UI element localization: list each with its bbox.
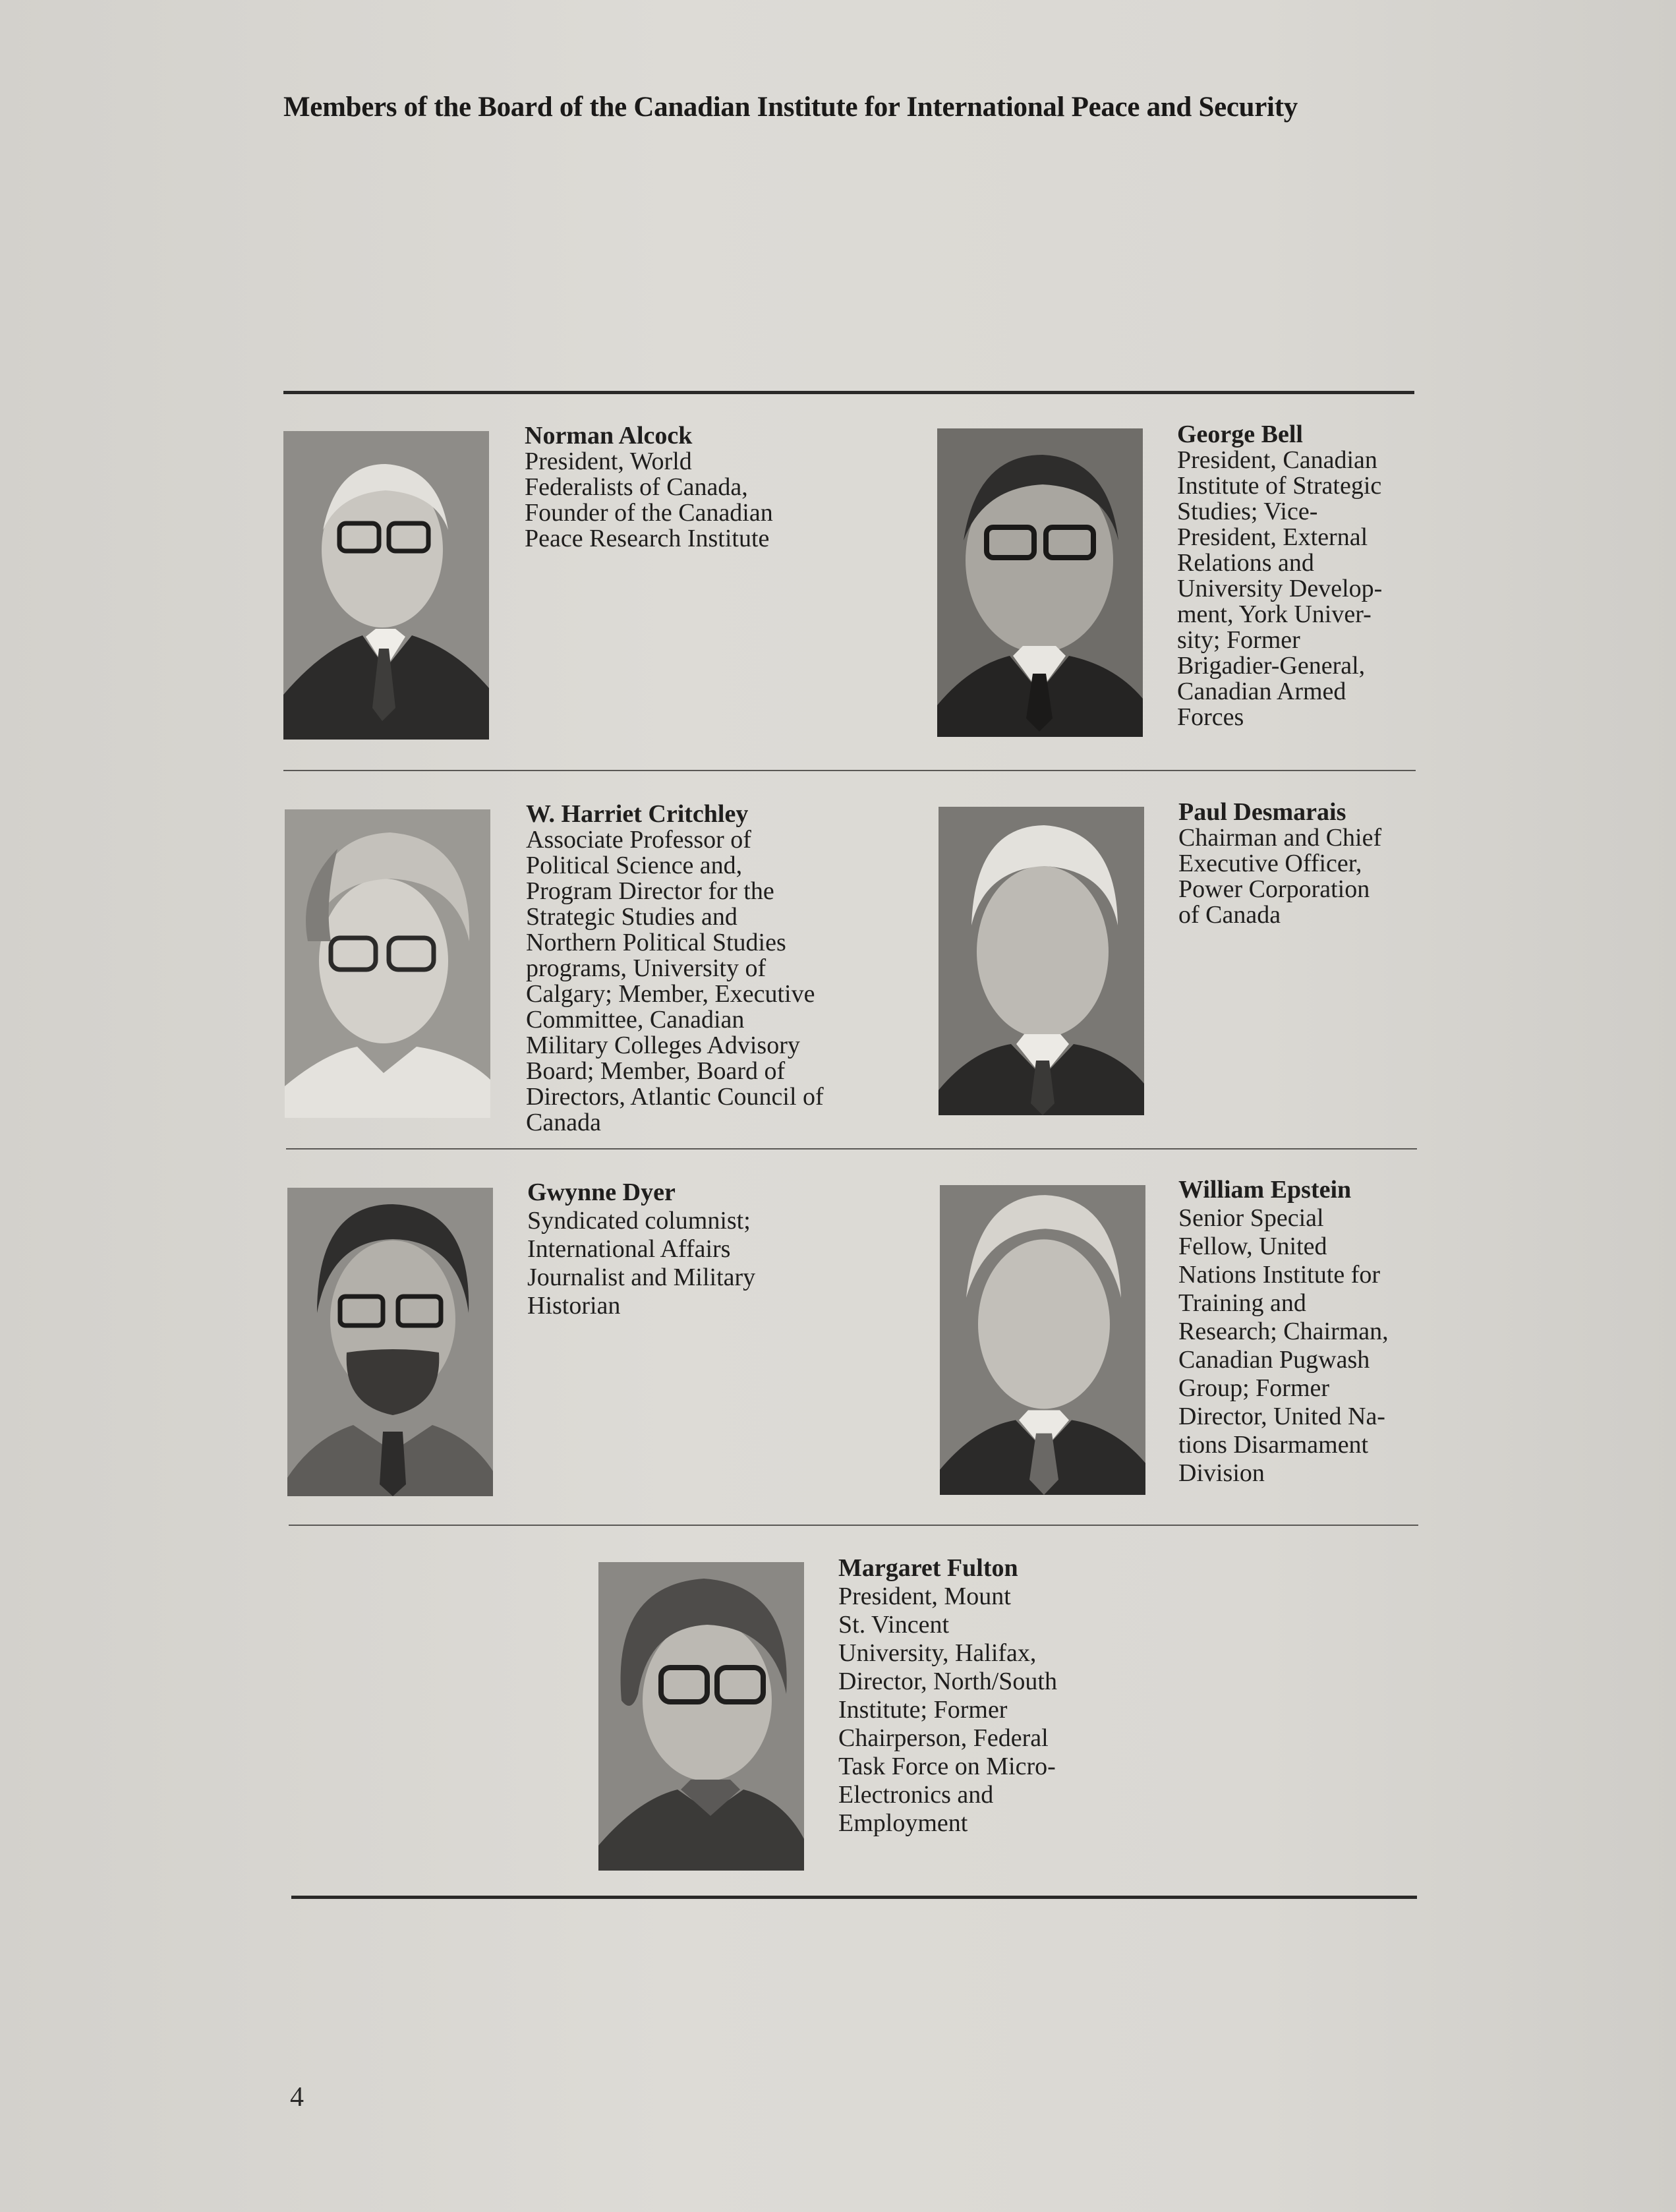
- member-name: Paul Desmarais: [1178, 798, 1346, 826]
- member-name: Gwynne Dyer: [527, 1179, 676, 1206]
- portrait-paul-desmarais: [939, 807, 1144, 1115]
- member-description: President, Mount St. Vincent University, Halifax, Director, North/South Institute; Former Chairperson, Federal Task Force on Micro- Electronics and Employment: [838, 1583, 1057, 1837]
- member-description: Senior Special Fellow, United Nations Institute for Training and Research; Chairman, Canadian Pugwash Group; Former Director, United Na- tions Disarmament Division: [1178, 1204, 1389, 1487]
- member-name: George Bell: [1177, 421, 1303, 448]
- portrait-margaret-fulton: [598, 1562, 804, 1871]
- member-name: Margaret Fulton: [838, 1554, 1018, 1582]
- member-name: William Epstein: [1178, 1176, 1352, 1204]
- bio-william-epstein: [1178, 1176, 1429, 1488]
- bio-paul-desmarais: [1178, 800, 1429, 928]
- member-name: Norman Alcock: [525, 422, 693, 450]
- portrait-william-epstein: [940, 1185, 1145, 1495]
- member-description: President, World Federalists of Canada, Founder of the Canadian Peace Research Institute: [525, 448, 773, 552]
- member-description: Syndicated columnist; International Affairs Journalist and Military Historian: [527, 1207, 756, 1320]
- page-number: 4: [290, 2082, 304, 2112]
- bio-gwynne-dyer: [527, 1179, 857, 1320]
- bio-norman-alcock: [525, 423, 854, 552]
- portrait-norman-alcock: [283, 431, 489, 740]
- page-title: Members of the Board of the Canadian Institute for International Peace and Security: [283, 92, 1298, 123]
- row-divider: [289, 1525, 1418, 1526]
- member-description: Associate Professor of Political Science and, Program Director for the Strategic Studies and Northern Political Studies programs, University of Calgary; Member, Executive Committee, Canadian Military Colleges Advisory Board; Member, Board of Directors, Atlantic Council of Canada: [526, 826, 824, 1136]
- portrait-gwynne-dyer: [287, 1188, 493, 1496]
- member-name: W. Harriet Critchley: [526, 800, 749, 828]
- bio-w-harriet-critchley: [526, 801, 895, 1136]
- member-description: President, Canadian Institute of Strategic Studies; Vice- President, External Relations and University Develop- ment, York Univer- sity; Former Brigadier-General, Canadian Armed Forces: [1177, 446, 1383, 731]
- portrait-george-bell: [937, 428, 1143, 737]
- bio-margaret-fulton: [838, 1554, 1155, 1838]
- portrait-w-harriet-critchley: [285, 809, 490, 1118]
- bottom-rule: [291, 1896, 1417, 1899]
- row-divider: [283, 770, 1416, 771]
- member-description: Chairman and Chief Executive Officer, Power Corporation of Canada: [1178, 824, 1382, 929]
- bio-george-bell: [1177, 422, 1428, 730]
- row-divider: [286, 1148, 1417, 1150]
- top-rule: [283, 391, 1414, 394]
